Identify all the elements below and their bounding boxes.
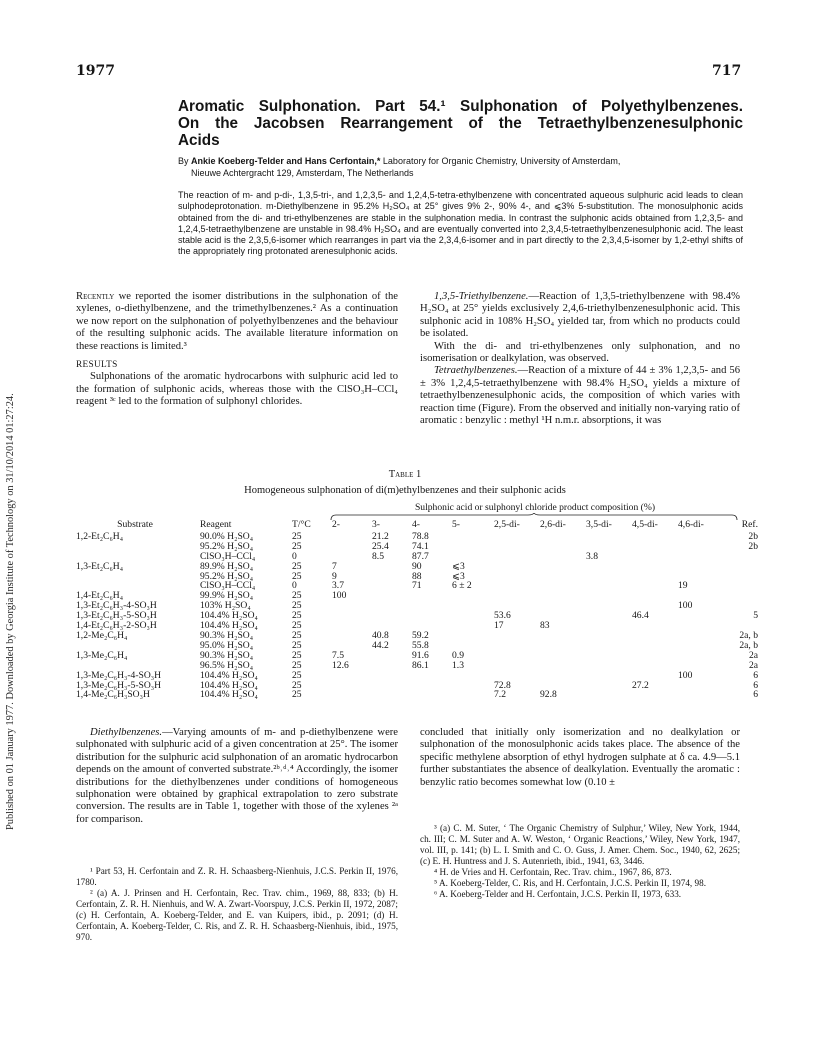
table-cell: 46.4 xyxy=(632,610,649,622)
concluded-paragraph: concluded that initially only isomerization and no dealkylation or sulphonation of the monosulphonic acids takes place. The absence of the specific methylene absorption of ethyl hydrogen sulphate at δ ca. 4.9—5.1 further substantiates the absence of dealkylation. Eventually the aromatic : benzylic ratio becomes somewhat low (0.10 ± xyxy=(420,727,740,788)
header-page-number: 717 xyxy=(712,63,742,79)
table-cell: 2b xyxy=(748,540,758,552)
table-cell: 25 xyxy=(292,649,302,661)
table-cell: 71 xyxy=(412,580,422,592)
right-column-upper xyxy=(420,291,740,427)
table-cell: 1.3 xyxy=(452,659,464,671)
table-cell: 25 xyxy=(292,600,302,612)
table-cell: 0 xyxy=(292,580,297,592)
authors-prefix: By xyxy=(178,156,189,166)
title-line-2: On the Jacobsen Rearrangement of the Tetraethylbenzenesulphonic xyxy=(178,115,743,132)
table-cell: 25 xyxy=(292,590,302,602)
table-cell xyxy=(675,631,721,641)
table-cell: 2a xyxy=(748,649,758,661)
table-cell: 7.5 xyxy=(332,649,344,661)
table-cell: 95.0% H₂SO₄ xyxy=(200,639,254,651)
table-cell: 1,3-Me₂C₆H₃-5-SO₃H xyxy=(76,679,162,691)
table-cell xyxy=(629,621,675,631)
table-cell xyxy=(583,601,629,611)
table-cell xyxy=(409,671,449,681)
table-cell xyxy=(629,631,675,641)
table-cell: 92.8 xyxy=(540,689,557,701)
table-cell: 8.5 xyxy=(372,550,384,562)
table-cell: 95.2% H₂SO₄ xyxy=(200,570,254,582)
column-header: Substrate xyxy=(117,519,153,530)
table-cell: 1,2-Et₂C₆H₄ xyxy=(76,530,124,542)
table-row xyxy=(73,681,761,691)
table-cell: 6 xyxy=(753,679,758,691)
table-cell xyxy=(583,681,629,691)
column-header: 5- xyxy=(452,519,460,530)
table-cell xyxy=(491,631,537,641)
table-cell xyxy=(675,532,721,542)
table-cell xyxy=(583,690,629,700)
table-cell: 104.4% H₂SO₄ xyxy=(200,620,258,632)
table-cell: 25 xyxy=(292,639,302,651)
table-row xyxy=(73,601,761,611)
di-tri-paragraph: With the di- and tri-ethylbenzenes only sulphonation, and no isomerisation or dealkylation, was observed. xyxy=(420,340,740,365)
table-cell xyxy=(583,621,629,631)
table-cell: 87.7 xyxy=(412,550,429,562)
table-cell xyxy=(449,621,491,631)
table-cell xyxy=(449,671,491,681)
table-cell xyxy=(329,532,369,542)
table-cell xyxy=(449,542,491,552)
table-cell xyxy=(721,572,761,582)
table-cell: 2a, b xyxy=(739,639,758,651)
table-cell: 25 xyxy=(292,689,302,701)
column-header: Reagent xyxy=(200,519,232,530)
title-line-1: Aromatic Sulphonation. Part 54.¹ Sulphonation of Polyethylbenzenes. xyxy=(178,98,743,115)
table-cell xyxy=(583,572,629,582)
table-cell: 0.9 xyxy=(452,649,464,661)
table-cell: 90.0% H₂SO₄ xyxy=(200,530,254,542)
abstract: The reaction of m- and p-di-, 1,3,5-tri-, and 1,2,3,5- and 1,2,4,5-tetra-ethylbenzene with concentrated aqueous sulphuric acid leads to clean sulphodeprotonation. m-Diethylbenzene in 95.2% H₂SO₄ at 25° gives 9% 2-, 90% 4-, and ⩽3% 5-substitution. The monosulphonic acids obtained from the di- and tri-ethylbenzenes are stable in the sulphonation media. In contrast the sulphonic acids obtained from 1,2,3,5- and 1,2,4,5-tetraethylbenzene are unstable in 98.4% H₂SO₄ and are eventually converted into 2,3,4,5-tetraethylbenzenesulphonic acid. The least stable acid is the 2,3,5,6-isomer which rearranges in part via the 2,3,4,6-isomer and in part directly to the 2,3,4,5-isomer by 1,2-ethyl shifts of the appropriately ring protonated arenesulphonic acids. xyxy=(178,190,743,257)
table-cell: 1,4-Et₂C₆H₄ xyxy=(76,590,124,602)
table-cell: 7 xyxy=(332,560,337,572)
table-cell xyxy=(491,671,537,681)
table-cell: 25 xyxy=(292,530,302,542)
table-row xyxy=(73,581,761,591)
table-cell xyxy=(329,631,369,641)
table-cell xyxy=(73,542,197,552)
table-cell: 90 xyxy=(412,560,422,572)
table-cell: 83 xyxy=(540,620,550,632)
table-cell: 103% H₂SO₄ xyxy=(200,600,251,612)
table-cell xyxy=(583,591,629,601)
column-header: T/°C xyxy=(292,519,311,530)
table-cell xyxy=(629,671,675,681)
author-block xyxy=(178,155,743,179)
table-cell xyxy=(491,532,537,542)
table-cell xyxy=(629,572,675,582)
table-cell xyxy=(409,601,449,611)
publication-sidebar xyxy=(5,190,21,830)
affiliation-line-2: Nieuwe Achtergracht 129, Amsterdam, The Netherlands xyxy=(191,168,414,178)
table-cell xyxy=(449,532,491,542)
table-cell xyxy=(409,681,449,691)
table-cell: 1,3-Et₂C₆H₃-5-SO₃H xyxy=(76,610,157,622)
table-cell xyxy=(537,651,583,661)
table-cell: 1,4-Me₂C₆H₃SO₃H xyxy=(76,689,150,701)
table-cell xyxy=(721,581,761,591)
table-cell xyxy=(675,611,721,621)
table-cell xyxy=(629,581,675,591)
table-cell xyxy=(583,532,629,542)
column-header: 2- xyxy=(332,519,340,530)
table-cell: 91.6 xyxy=(412,649,429,661)
table-cell xyxy=(537,591,583,601)
table-cell: 25 xyxy=(292,560,302,572)
table-cell xyxy=(369,601,409,611)
table-cell: 6 xyxy=(753,689,758,701)
table-cell xyxy=(369,591,409,601)
table-cell: 78.8 xyxy=(412,530,429,542)
footnote-5: ⁵ A. Koeberg-Telder, C. Ris, and H. Cerfontain, J.C.S. Perkin II, 1974, 98. xyxy=(434,878,706,888)
table-cell: 100 xyxy=(678,600,693,612)
table-cell xyxy=(369,562,409,572)
column-header: 3,5-di- xyxy=(586,519,612,530)
table-cell xyxy=(583,641,629,651)
column-header: 2,6-di- xyxy=(540,519,566,530)
table-cell xyxy=(675,621,721,631)
table-cell: 19 xyxy=(678,580,688,592)
table-cell: 25 xyxy=(292,669,302,681)
diethyl-paragraph: —Varying amounts of m- and p-diethylbenzene were sulphonated with sulphuric acid of a given concentration at 25°. The isomer distribution for the sulphuric acid sulphonation of an aromatic hydrocarbon depends on the amount of converted substrate.²ᵇ˒ᵈ˒⁴ Accordingly, the isomer distributions for the diethylbenzenes under conditions of homogeneous sulphonation were obtained by graphical extrapolation to zero substrate conversion. The results are in Table 1, together with those of the xylenes ²ᵃ for comparison. xyxy=(76,727,398,825)
table-cell xyxy=(583,671,629,681)
table-cell: 3.8 xyxy=(586,550,598,562)
table-cell xyxy=(629,661,675,671)
triethyl-heading: 1,3,5-Triethylbenzene. xyxy=(434,291,529,302)
table-cell xyxy=(491,591,537,601)
table-cell xyxy=(583,631,629,641)
table-cell xyxy=(449,601,491,611)
table-cell: 100 xyxy=(332,590,347,602)
table-cell xyxy=(369,661,409,671)
right-column-lower xyxy=(420,727,740,789)
table-cell: ClSO₃H–CCl₄ xyxy=(200,580,256,592)
table-cell: 104.4% H₂SO₄ xyxy=(200,679,258,691)
tetraethyl-paragraph: —Reaction of a mixture of 44 ± 3% 1,2,3,5- and 56 ± 3% 1,2,4,5-tetraethylbenzene with 98.4% H₂SO₄ yields a mixture of tetraethylbenzenesulphonic acids, the composition of which varies with reaction time (Figure). From the observed and initially non-varying ratio of aromatic : benzylic : methyl ¹H n.m.r. absorptions, it was xyxy=(420,365,740,427)
results-heading: RESULTS xyxy=(76,360,118,371)
table-cell xyxy=(537,601,583,611)
table-cell: 40.8 xyxy=(372,629,389,641)
table-cell xyxy=(537,631,583,641)
table-cell: 17 xyxy=(494,620,504,632)
table-label: Table 1 xyxy=(388,469,422,480)
table-cell: 3.7 xyxy=(332,580,344,592)
data-table xyxy=(73,520,761,700)
table-cell xyxy=(329,681,369,691)
table-cell xyxy=(329,671,369,681)
column-header: 4- xyxy=(412,519,420,530)
footnote-3: ³ (a) C. M. Suter, ‘ The Organic Chemistry of Sulphur,’ Wiley, New York, 1944, ch. III; C. M. Suter and A. W. Weston, ‘ Organic Reactions,’ Wiley, New York, 1947, vol. III, p. 141; (b) L. I. Smith and C. O. Guss, J. Amer. Chem. Soc., 1940, 62, 2625; (c) E. H. Huntress and J. S. Autenrieth, ibid., 1941, 63, 3446. xyxy=(420,823,740,866)
table-cell: 59.2 xyxy=(412,629,429,641)
table-cell: 1,3-Et₂C₆H₄ xyxy=(76,560,124,572)
table-cell: 99.9% H₂SO₄ xyxy=(200,590,254,602)
table-cell: 25 xyxy=(292,659,302,671)
table-cell: 100 xyxy=(678,669,693,681)
table-cell xyxy=(675,552,721,562)
table-cell xyxy=(491,542,537,552)
table-cell: 95.2% H₂SO₄ xyxy=(200,540,254,552)
table-cell xyxy=(583,581,629,591)
table-cell: 25 xyxy=(292,540,302,552)
diethyl-heading: Diethylbenzenes. xyxy=(90,727,163,738)
table-cell xyxy=(629,641,675,651)
table-cell: 6 ± 2 xyxy=(452,580,472,592)
table-cell xyxy=(583,611,629,621)
table-cell: 53.6 xyxy=(494,610,511,622)
table-cell xyxy=(409,690,449,700)
table-cell: ClSO₃H–CCl₄ xyxy=(200,550,256,562)
table-cell xyxy=(583,661,629,671)
table-cell xyxy=(537,552,583,562)
table-cell xyxy=(491,562,537,572)
table-cell: 27.2 xyxy=(632,679,649,691)
left-column-lower xyxy=(76,727,398,826)
table-cell: ⩽3 xyxy=(452,570,465,582)
table-cell xyxy=(369,611,409,621)
table-cell xyxy=(449,611,491,621)
table-cell xyxy=(629,651,675,661)
table-span-header: Sulphonic acid or sulphonyl chloride product composition (%) xyxy=(414,502,656,513)
table-cell xyxy=(369,581,409,591)
table-cell: 96.5% H₂SO₄ xyxy=(200,659,254,671)
table-cell xyxy=(721,562,761,572)
table-cell: 1,3-Me₂C₆H₄ xyxy=(76,649,128,661)
table-cell: 1,2-Me₂C₆H₄ xyxy=(76,629,128,641)
table-cell: 1,3-Me₂C₆H₃-4-SO₃H xyxy=(76,669,162,681)
table-cell xyxy=(537,581,583,591)
table-cell: 1,4-Et₂C₆H₃-2-SO₃H xyxy=(76,620,157,632)
column-header: 2,5-di- xyxy=(494,519,520,530)
table-cell xyxy=(491,651,537,661)
table-cell: 86.1 xyxy=(412,659,429,671)
table-cell: 72.8 xyxy=(494,679,511,691)
table-cell: 25.4 xyxy=(372,540,389,552)
results-paragraph: Sulphonations of the aromatic hydrocarbons with sulphuric acid led to the formation of sulphonic acids, whereas those with the ClSO₃H–CCl₄ reagent ³ᶜ led to the formation of sulphonyl chlorides. xyxy=(76,371,398,408)
table-cell xyxy=(369,572,409,582)
table-cell xyxy=(583,562,629,572)
table-cell: 0 xyxy=(292,550,297,562)
footnote-6: ⁶ A. Koeberg-Telder and H. Cerfontain, J.C.S. Perkin II, 1973, 633. xyxy=(434,889,682,899)
table-cell: 7.2 xyxy=(494,689,506,701)
table-cell xyxy=(537,562,583,572)
footnote-2: ² (a) A. J. Prinsen and H. Cerfontain, Rec. Trav. chim., 1969, 88, 833; (b) H. Cerfontain, Z. R. H. Nienhuis, and W. A. Zwart-Voorspuy, J.C.S. Perkin II, 1972, 2087; (c) H. Cerfontain, A. Koeberg-Telder, and E. van Kuipers, ibid., p. 2091; (d) H. Cerfontain, A. Koeberg-Telder, C. Ris, and Z. R. H. Schaasberg-Nienhuis, ibid., 1975, 970. xyxy=(76,888,398,942)
footnotes-left xyxy=(76,866,398,943)
column-header: Ref. xyxy=(741,519,758,530)
table-cell xyxy=(449,690,491,700)
article-title xyxy=(178,98,743,149)
table-cell xyxy=(73,572,197,582)
lead-word: Recently xyxy=(76,291,115,302)
table-cell: 25 xyxy=(292,620,302,632)
table-cell xyxy=(449,681,491,691)
column-header: 3- xyxy=(372,519,380,530)
table-cell xyxy=(537,532,583,542)
table-cell xyxy=(537,671,583,681)
title-line-3: Acids xyxy=(178,132,220,149)
table-cell xyxy=(537,641,583,651)
table-cell: 2a xyxy=(748,659,758,671)
table-cell xyxy=(537,661,583,671)
table-cell xyxy=(409,611,449,621)
table-cell: 25 xyxy=(292,679,302,691)
table-cell xyxy=(629,552,675,562)
table-caption: Homogeneous sulphonation of di(m)ethylbenzenes and their sulphonic acids xyxy=(244,485,566,496)
table-cell xyxy=(329,542,369,552)
table-cell: 104.4% H₂SO₄ xyxy=(200,610,258,622)
table-row xyxy=(73,591,761,601)
table-cell xyxy=(537,542,583,552)
table-cell xyxy=(491,572,537,582)
table-cell xyxy=(329,601,369,611)
table-cell xyxy=(449,631,491,641)
table-cell: 21.2 xyxy=(372,530,389,542)
triethyl-paragraph: —Reaction of 1,3,5-triethylbenzene with 98.4% H₂SO₄ at 25° yields exclusively 2,4,6-triethylbenzenesulphonic acid. This sulphonic acid in 108% H₂SO₄ yielded tar, from which no products could be isolated. xyxy=(420,291,740,340)
footnote-4: ⁴ H. de Vries and H. Cerfontain, Rec. Trav. chim., 1967, 86, 873. xyxy=(434,867,672,877)
table-row xyxy=(73,611,761,621)
table-cell: ⩽3 xyxy=(452,560,465,572)
table-cell xyxy=(583,651,629,661)
table-cell xyxy=(721,591,761,601)
table-cell xyxy=(675,681,721,691)
table-cell xyxy=(675,641,721,651)
table-cell xyxy=(629,690,675,700)
table-cell xyxy=(449,591,491,601)
table-cell xyxy=(409,591,449,601)
table-cell xyxy=(629,542,675,552)
table-cell: 6 xyxy=(753,669,758,681)
table-cell xyxy=(675,690,721,700)
table-cell: 55.8 xyxy=(412,639,429,651)
table-row xyxy=(73,661,761,671)
table-cell: 25 xyxy=(292,610,302,622)
table-cell xyxy=(675,562,721,572)
column-header: 4,5-di- xyxy=(632,519,658,530)
column-header: 4,6-di- xyxy=(678,519,704,530)
table-cell xyxy=(369,690,409,700)
table-cell xyxy=(369,681,409,691)
left-column-upper xyxy=(76,291,398,409)
table-cell xyxy=(675,542,721,552)
sidebar-text: Published on 01 January 1977. Downloaded by Georgia Institute of Technology on 31/10/2014 01:27:24. xyxy=(5,393,16,830)
footnotes-right xyxy=(420,823,740,900)
table-cell xyxy=(491,661,537,671)
table-cell xyxy=(369,651,409,661)
table-cell: 44.2 xyxy=(372,639,389,651)
table-cell xyxy=(629,591,675,601)
table-cell: 89.9% H₂SO₄ xyxy=(200,560,254,572)
table-cell xyxy=(675,651,721,661)
table-cell: 74.1 xyxy=(412,540,429,552)
affiliation-line-1: Laboratory for Organic Chemistry, University of Amsterdam, xyxy=(382,156,621,166)
table-cell: 25 xyxy=(292,629,302,641)
table-cell: 12.6 xyxy=(332,659,349,671)
footnote-1: ¹ Part 53, H. Cerfontain and Z. R. H. Schaasberg-Nienhuis, J.C.S. Perkin II, 1976, 1780. xyxy=(76,866,398,887)
table-cell xyxy=(491,641,537,651)
table-cell: 25 xyxy=(292,570,302,582)
table-row xyxy=(73,690,761,700)
intro-paragraph: we reported the isomer distributions in the sulphonation of the xylenes, o-diethylbenzene, and the trimethylbenzenes.² As a continuation we now report on the sulphonation of polyethylbenzenes and the behaviour of the resulting sulphonic acids. The available literature information on these reactions is limited.³ xyxy=(76,291,398,352)
table-cell xyxy=(491,552,537,562)
table-cell: 9 xyxy=(332,570,337,582)
table-row xyxy=(73,671,761,681)
table-cell: 2a, b xyxy=(739,629,758,641)
table-cell: 90.3% H₂SO₄ xyxy=(200,649,254,661)
table-cell: 1,3-Et₂C₆H₃-4-SO₃H xyxy=(76,600,157,612)
table-cell: 104.4% H₂SO₄ xyxy=(200,669,258,681)
author-names: Ankie Koeberg-Telder and Hans Cerfontain,* xyxy=(191,156,381,166)
tetraethyl-heading: Tetraethylbenzenes. xyxy=(434,365,518,377)
table-cell: 104.4% H₂SO₄ xyxy=(200,689,258,701)
table-cell xyxy=(721,552,761,562)
header-year: 1977 xyxy=(76,63,115,79)
table-cell: 90.3% H₂SO₄ xyxy=(200,629,254,641)
table-cell: 5 xyxy=(753,610,758,622)
table-cell xyxy=(369,671,409,681)
table-cell xyxy=(629,532,675,542)
table-cell xyxy=(491,581,537,591)
table-cell xyxy=(537,572,583,582)
table-cell xyxy=(329,690,369,700)
table-cell: 2b xyxy=(748,530,758,542)
table-cell xyxy=(629,562,675,572)
table-cell: 88 xyxy=(412,570,422,582)
table-cell xyxy=(329,621,369,631)
table-cell xyxy=(329,611,369,621)
